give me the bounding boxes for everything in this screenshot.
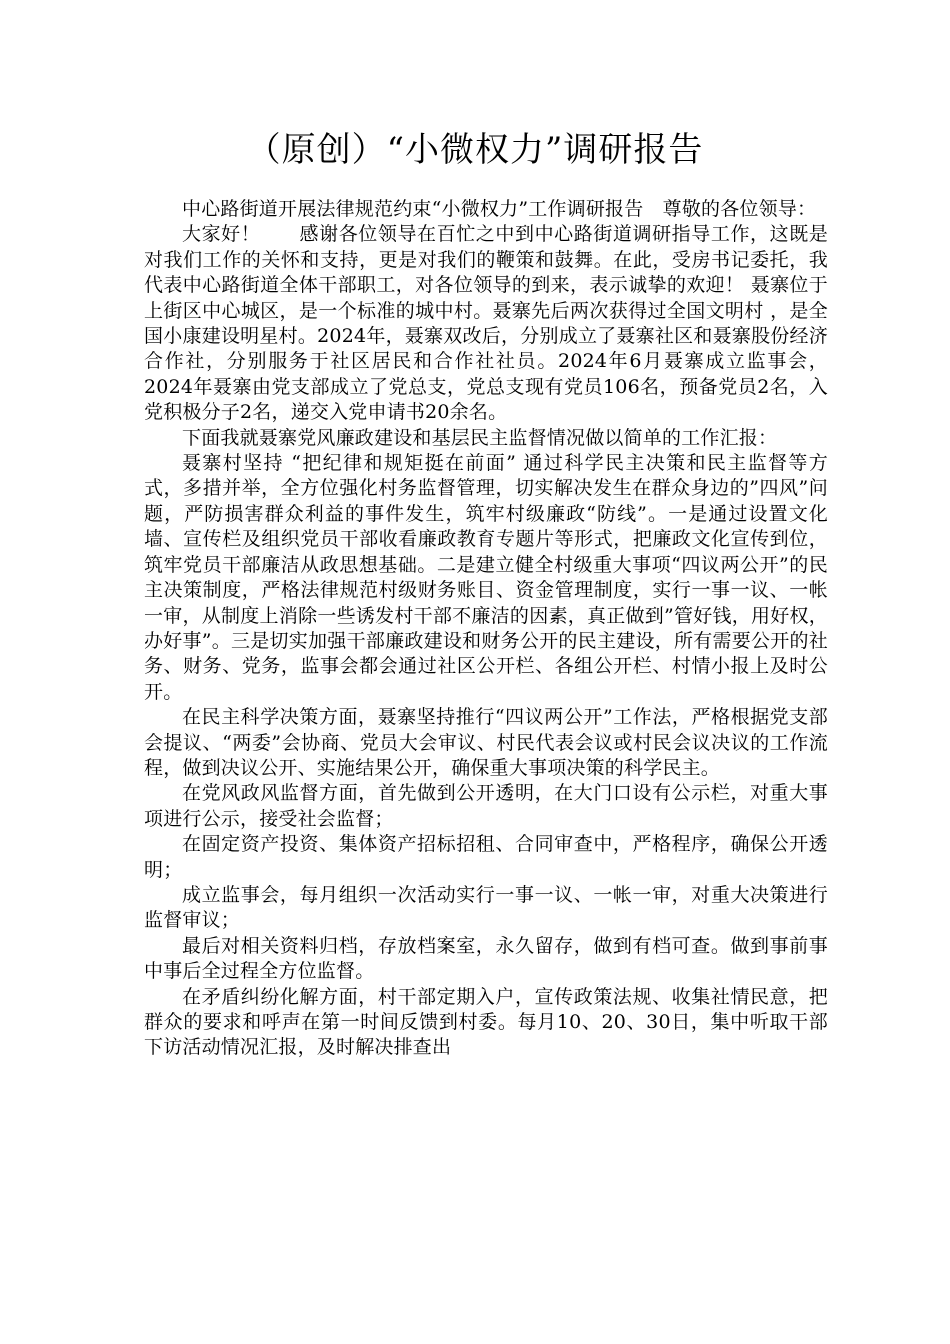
paragraph: 在党风政风监督方面，首先做到公开透明，在大门口设有公示栏，对重大事项进行公示，接受社会监督； [144,782,828,830]
paragraph: 最后对相关资料归档，存放档案室，永久留存，做到有档可查。做到事前事中事后全过程全方位监督。 [144,934,828,983]
paragraph: 中心路街道开展法律规范约束“小微权力”工作调研报告 尊敬的各位领导： [182,198,817,220]
paragraph: 成立监事会，每月组织一次活动实行一事一议、一帐一审，对重大决策进行监督审议； [144,883,828,932]
document-title: （原创）“小微权力”调研报告 [246,130,704,170]
paragraph: 在固定资产投资、集体资产招标招租、合同审查中，严格程序，确保公开透明； [144,833,828,881]
document-body [144,197,828,1061]
paragraph: 下面我就聂寨党风廉政建设和基层民主监督情况做以简单的工作汇报： [182,426,778,449]
paragraph: 在民主科学决策方面，聂寨坚持推行“四议两公开”工作法，严格根据党支部会提议、“两委”会协商、党员大会审议、村民代表会议或村民会议决议的工作流程，做到决议公开、实施结果公开，确保重大事项决策的科学民主。 [144,706,828,779]
paragraph: 大家好！ 感谢各位领导在百忙之中到中心路街道调研指导工作，这既是对我们工作的关怀和支持，更是对我们的鞭策和鼓舞。在此，受房书记委托，我代表中心路街道全体干部职工，对各位领导的到来，表示诚挚的欢迎！ 聂寨位于上街区中心城区，是一个标准的城中村。聂寨先后两次获得过全国文明村 ，是全国小康建设明星村。2024年，聂寨双改后，分别成立了聂寨社区和聂寨股份经济合作社，分别服务于社区居民和合作社社员。2024年6月聂寨成立监事会，2024年聂寨由党支部成立了党总支，党总支现有党员106名，预备党员2名，入党积极分子2名，递交入党申请书20余名。 [144,223,828,424]
paragraph: 在矛盾纠纷化解方面，村干部定期入户，宣传政策法规、收集社情民意，把群众的要求和呼声在第一时间反馈到村委。每月10、20、30日，集中听取干部下访活动情况汇报，及时解决排查出 [144,985,828,1059]
paragraph: 聂寨村坚持 “把纪律和规矩挺在前面” 通过科学民主决策和民主监督等方式，多措并举，全方位强化村务监督管理，切实解决发生在群众身边的”四风”问题，严防损害群众利益的事件发生，筑牢村级廉政“防线”。一是通过设置文化墙、宣传栏及组织党员干部收看廉政教育专题片等形式，把廉政文化宣传到位，筑牢党员干部廉洁从政思想基础。二是建立健全村级重大事项“四议两公开”的民主决策制度，严格法律规范村级财务账目、资金管理制度，实行一事一议、一帐一审，从制度上消除一些诱发村干部不廉洁的因素，真正做到”管好钱，用好权，办好事”。三是切实加强干部廉政建设和财务公开的民主建设，所有需要公开的社务、财务、党务，监事会都会通过社区公开栏、各组公开栏、村情小报上及时公开。 [144,452,828,703]
